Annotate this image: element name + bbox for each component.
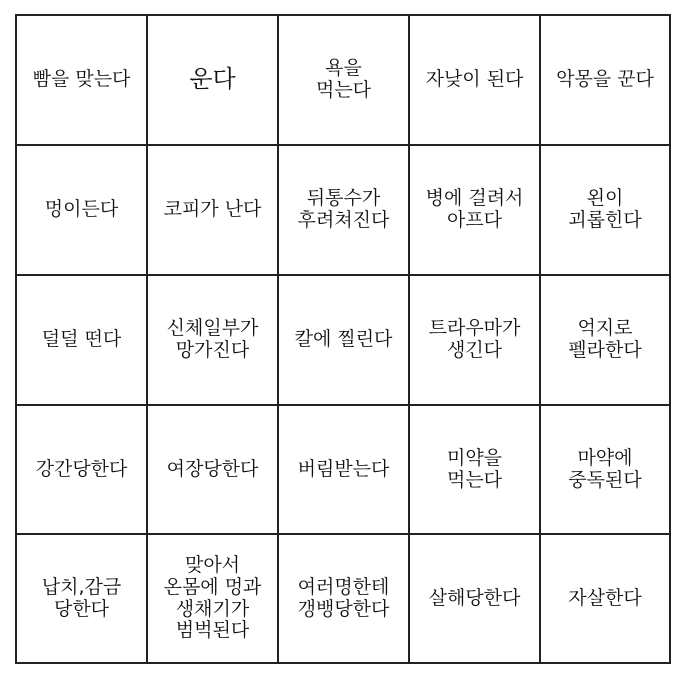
bingo-cell-3-5[interactable]: 억지로 펠라한다 [541,276,671,406]
bingo-cell-1-3[interactable]: 욕을 먹는다 [279,16,410,146]
bingo-cell-5-4[interactable]: 살해당한다 [410,535,541,664]
bingo-cell-5-1[interactable]: 납치,감금 당한다 [17,535,148,664]
bingo-cell-4-2[interactable]: 여장당한다 [148,406,279,535]
bingo-cell-1-5[interactable]: 악몽을 꾼다 [541,16,671,146]
bingo-cell-1-4[interactable]: 자낮이 된다 [410,16,541,146]
bingo-cell-4-1[interactable]: 강간당한다 [17,406,148,535]
bingo-cell-5-3[interactable]: 여러명한테 갱뱅당한다 [279,535,410,664]
bingo-cell-4-4[interactable]: 미약을 먹는다 [410,406,541,535]
bingo-cell-2-1[interactable]: 멍이든다 [17,146,148,276]
bingo-board [15,14,671,664]
bingo-cell-4-3[interactable]: 버림받는다 [279,406,410,535]
bingo-cell-2-4[interactable]: 병에 걸려서 아프다 [410,146,541,276]
bingo-cell-2-3[interactable]: 뒤통수가 후려쳐진다 [279,146,410,276]
bingo-cell-3-2[interactable]: 신체일부가 망가진다 [148,276,279,406]
bingo-cell-3-1[interactable]: 덜덜 떤다 [17,276,148,406]
bingo-cell-3-3[interactable]: 칼에 찔린다 [279,276,410,406]
bingo-cell-2-2[interactable]: 코피가 난다 [148,146,279,276]
bingo-cell-3-4[interactable]: 트라우마가 생긴다 [410,276,541,406]
bingo-cell-2-5[interactable]: 왼이 괴롭힌다 [541,146,671,276]
bingo-cell-5-5[interactable]: 자살한다 [541,535,671,664]
bingo-cell-4-5[interactable]: 마약에 중독된다 [541,406,671,535]
bingo-cell-1-1[interactable]: 빰을 맞는다 [17,16,148,146]
bingo-cell-1-2[interactable]: 운다 [148,16,279,146]
bingo-cell-5-2[interactable]: 맞아서 온몸에 멍과 생채기가 범벅된다 [148,535,279,664]
